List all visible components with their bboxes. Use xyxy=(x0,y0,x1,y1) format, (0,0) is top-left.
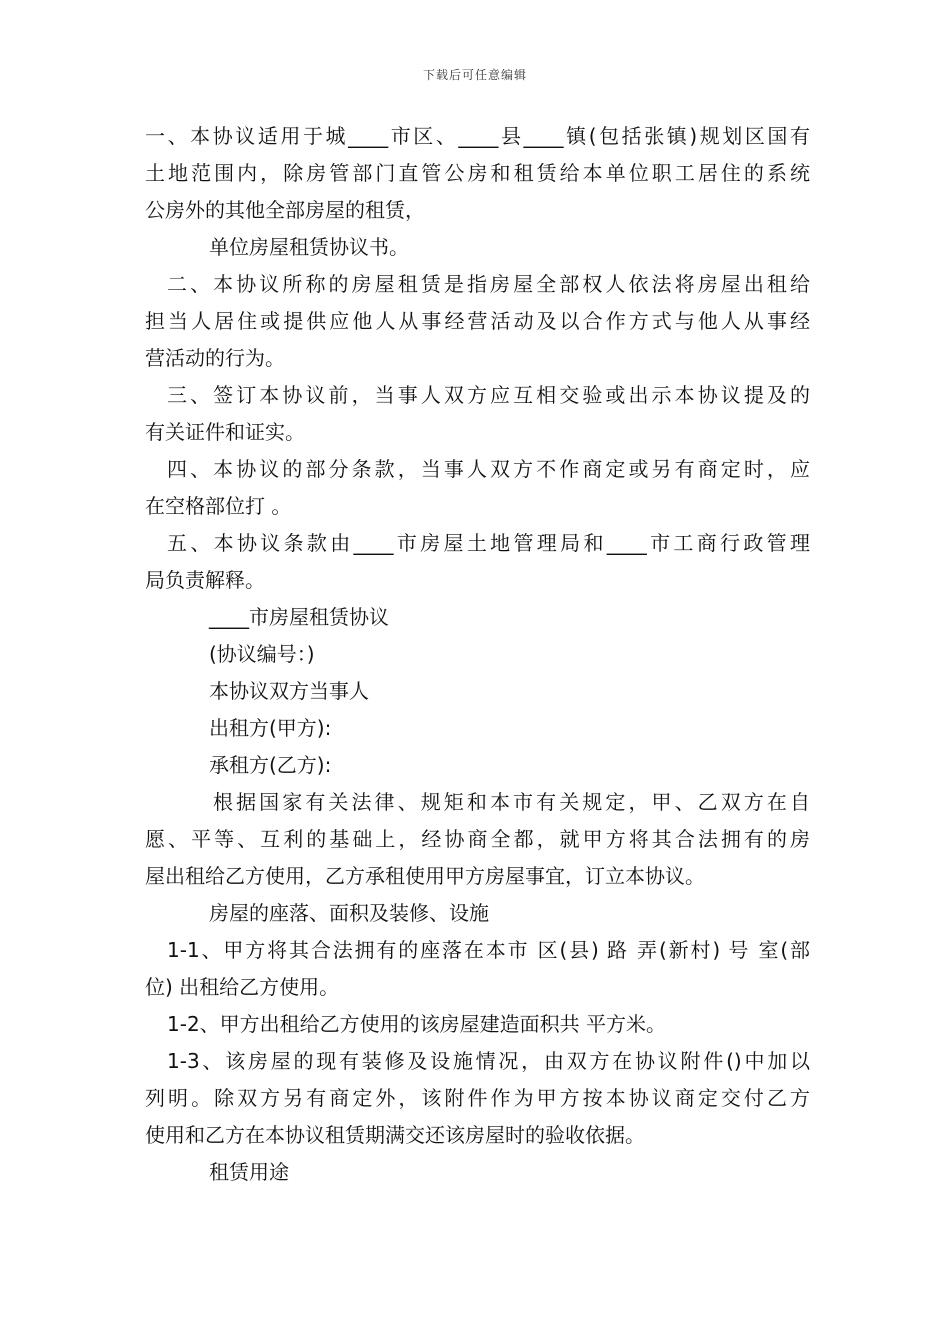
document-line: 营活动的行为。 xyxy=(145,346,285,370)
document-line: 土地范围内，除房管部门直管公房和租赁给本单位职工居住的系统 xyxy=(145,161,810,185)
document-line: 房屋的座落、面积及装修、设施 xyxy=(209,901,489,925)
document-line: (协议编号：) xyxy=(209,642,315,666)
document-line: 在空格部位打 。 xyxy=(145,494,292,518)
document-line: 三、签订本协议前，当事人双方应互相交验或出示本协议提及的 xyxy=(167,383,810,407)
document-line: 二、本协议所称的房屋租赁是指房屋全部权人依法将房屋出租给 xyxy=(167,272,810,296)
document-line: 1-1、甲方将其合法拥有的座落在本市 区(县) 路 弄(新村) 号 室(部 xyxy=(167,938,810,962)
document-line: 1-2、甲方出租给乙方使用的该房屋建造面积共 平方米。 xyxy=(167,1012,667,1036)
document-line: 屋出租给乙方使用，乙方承租使用甲方房屋事宜，订立本协议。 xyxy=(145,864,705,888)
document-line: 根据国家有关法律、规矩和本市有关规定，甲、乙双方在自 xyxy=(213,790,810,814)
document-line: 公房外的其他全部房屋的租赁， xyxy=(145,198,425,222)
document-line: 担当人居住或提供应他人从事经营活动及以合作方式与他人从事经 xyxy=(145,309,810,333)
document-line: 有关证件和证实。 xyxy=(145,420,305,444)
document-line: 愿、平等、互利的基础上，经协商全都，就甲方将其合法拥有的房 xyxy=(145,827,810,851)
document-line: 1-3、该房屋的现有装修及设施情况，由双方在协议附件()中加以 xyxy=(167,1049,810,1073)
document-line: 本协议双方当事人 xyxy=(209,679,369,703)
document-line: 四、本协议的部分条款，当事人双方不作商定或另有商定时，应 xyxy=(167,457,810,481)
document-line: 位) 出租给乙方使用。 xyxy=(145,975,340,999)
document-line: 租赁用途 xyxy=(209,1160,289,1184)
document-line: 单位房屋租赁协议书。 xyxy=(209,235,409,259)
document-body xyxy=(145,118,810,1191)
document-line: ____市房屋租赁协议 xyxy=(209,605,389,629)
document-line: 列明。除双方另有商定外，该附件作为甲方按本协议商定交付乙方 xyxy=(145,1086,810,1110)
page-header-note: 下载后可任意编辑 xyxy=(422,68,527,82)
document-line: 出租方(甲方): xyxy=(209,716,332,740)
document-line: 局负责解释。 xyxy=(145,568,265,592)
document-line: 五、本协议条款由____市房屋土地管理局和____市工商行政管理 xyxy=(167,531,810,555)
document-line: 使用和乙方在本协议租赁期满交还该房屋时的验收依据。 xyxy=(145,1123,645,1147)
document-line: 一、本协议适用于城____市区、____县____镇(包括张镇)规划区国有 xyxy=(145,124,810,148)
document-line: 承租方(乙方): xyxy=(209,753,332,777)
